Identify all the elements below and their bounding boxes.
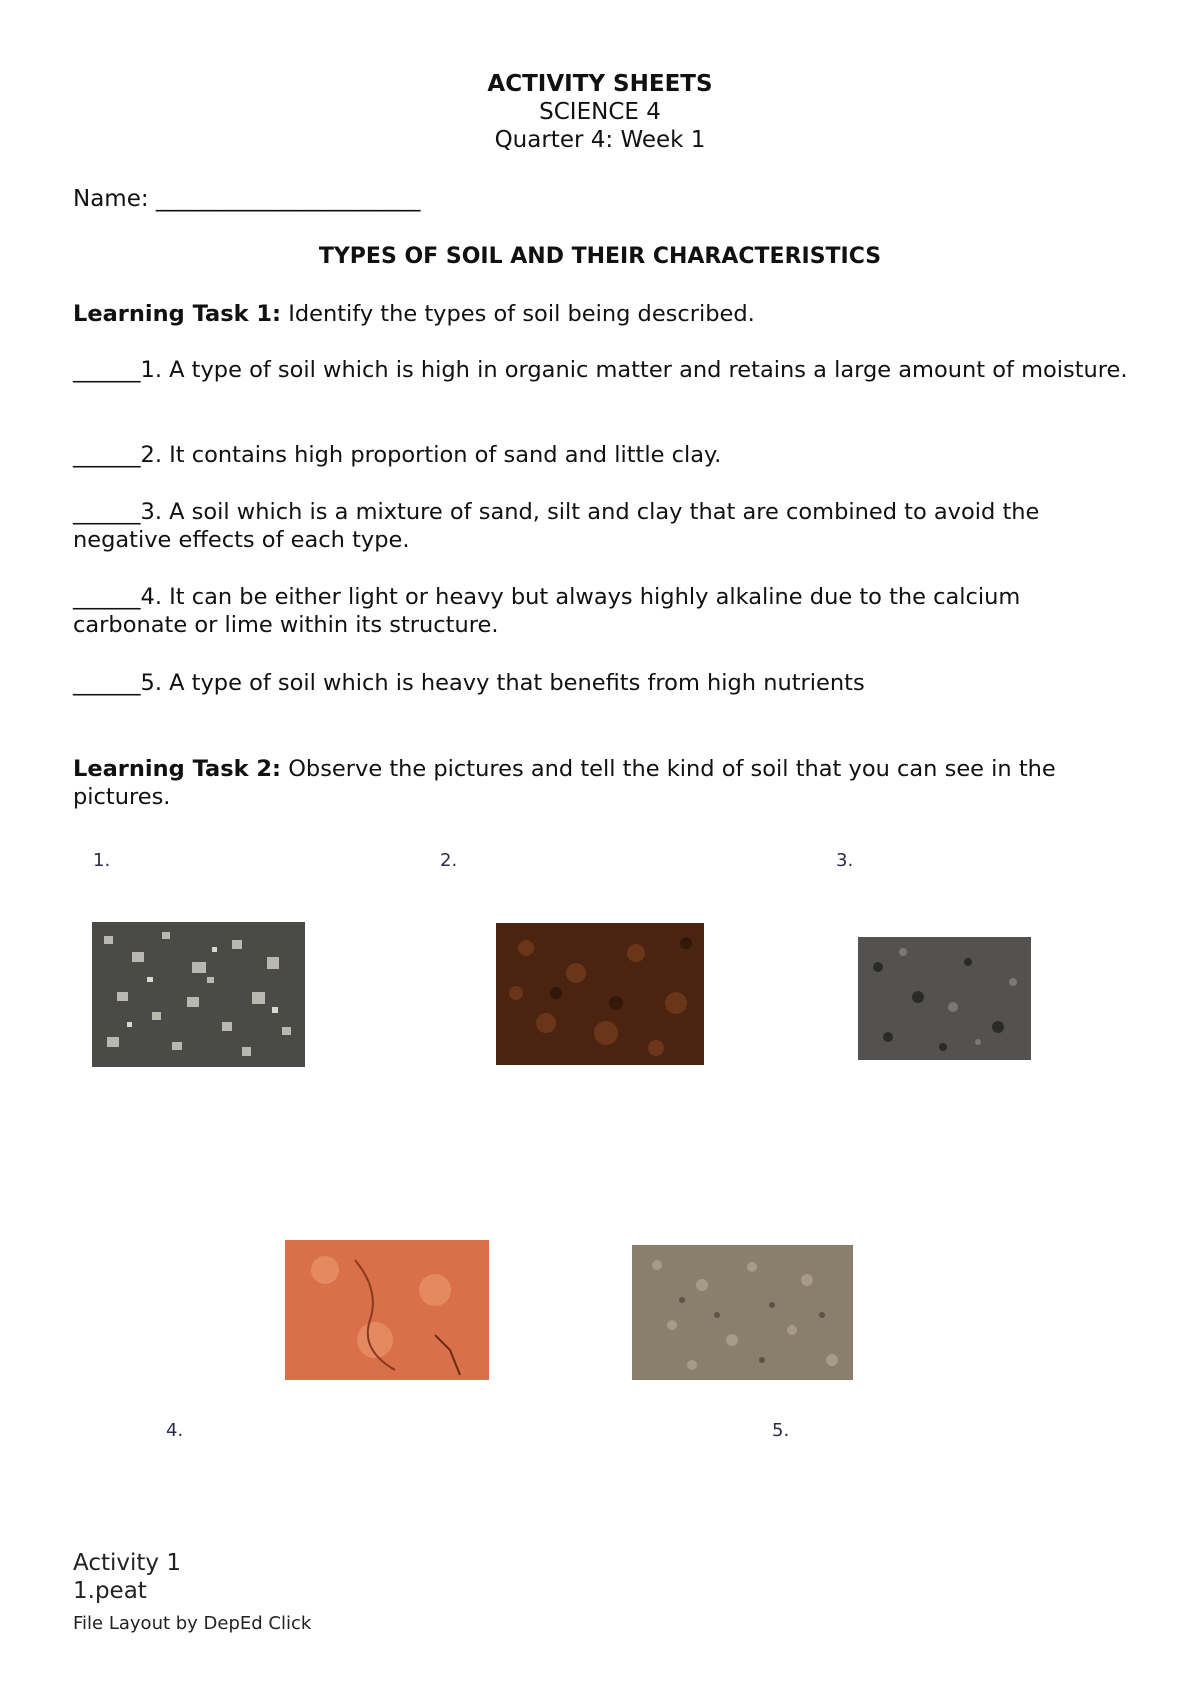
soil-picture-3 — [858, 937, 1031, 1060]
section-title: TYPES OF SOIL AND THEIR CHARACTERISTICS — [318, 244, 882, 269]
task1-item-3: ______3. A soil which is a mixture of sand, silt and clay that are combined to avoid the negative effects of each type. — [73, 499, 1040, 553]
learning-task-2 — [73, 755, 1133, 811]
task1-item-1: ______1. A type of soil which is high in organic matter and retains a large amount of moisture. — [73, 357, 1128, 383]
picture-label-2: 2. — [440, 850, 458, 871]
activity-answer: 1.peat — [73, 1578, 147, 1604]
task1-item-5: ______5. A type of soil which is heavy that benefits from high nutrients — [73, 670, 865, 696]
picture-label-3: 3. — [836, 850, 854, 871]
picture-label-1: 1. — [93, 850, 111, 871]
task1-label: Learning Task 1: — [73, 301, 282, 327]
task1-instruction: Identify the types of soil being described. — [281, 301, 755, 327]
soil-picture-2 — [496, 923, 704, 1065]
name-field[interactable]: Name: _______________________ — [73, 186, 421, 212]
soil-picture-4 — [285, 1240, 489, 1380]
file-credit: File Layout by DepEd Click — [73, 1613, 312, 1634]
subject-line: SCIENCE 4 — [539, 99, 661, 125]
task2-label: Learning Task 2: — [73, 756, 282, 782]
soil-picture-1 — [92, 922, 305, 1067]
task1-item-2: ______2. It contains high proportion of sand and little clay. — [73, 442, 722, 468]
header — [0, 70, 1200, 154]
quarter-line: Quarter 4: Week 1 — [494, 127, 706, 153]
soil-picture-5 — [632, 1245, 853, 1380]
picture-label-5: 5. — [772, 1420, 790, 1441]
task1-item-4: ______4. It can be either light or heavy but always highly alkaline due to the calcium carbonate or lime within its structure. — [73, 584, 1021, 638]
task2-instruction: Observe the pictures and tell the kind of soil that you can see in the pictures. — [73, 756, 1056, 810]
sheet-title: ACTIVITY SHEETS — [487, 71, 713, 97]
picture-label-4: 4. — [166, 1420, 184, 1441]
learning-task-1 — [73, 300, 1133, 328]
activity-heading: Activity 1 — [73, 1550, 181, 1576]
